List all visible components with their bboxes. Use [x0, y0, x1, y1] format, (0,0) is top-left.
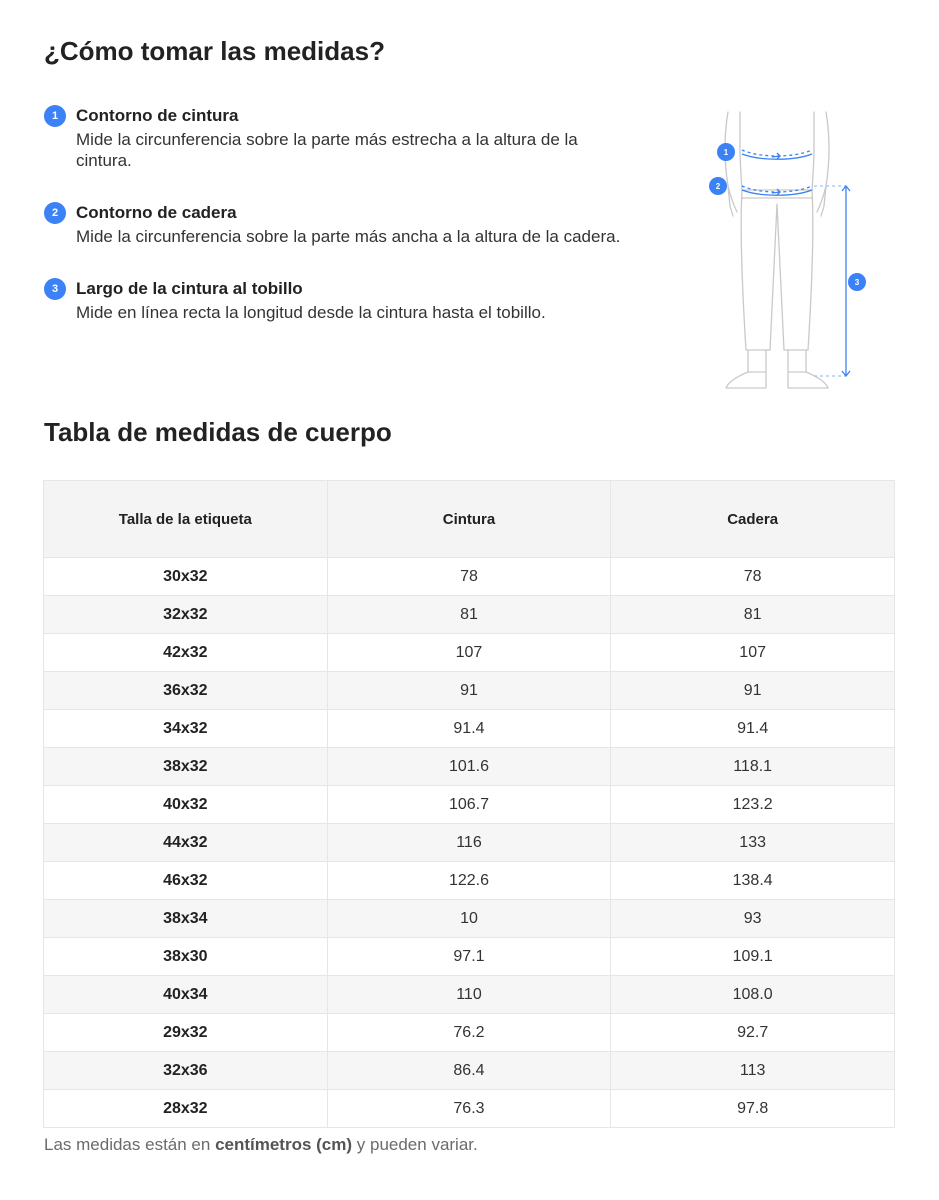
- body-measurement-figure-icon: [700, 106, 880, 396]
- waist-cell: 78: [327, 558, 611, 596]
- waist-cell: 91: [327, 672, 611, 710]
- measurement-steps: [44, 104, 634, 353]
- table-row: [44, 1014, 895, 1052]
- size-cell: 40x32: [44, 786, 328, 824]
- step-number-badge: 2: [44, 202, 66, 224]
- table-row: [44, 596, 895, 634]
- table-row: [44, 1052, 895, 1090]
- size-cell: 44x32: [44, 824, 328, 862]
- waist-cell: 101.6: [327, 748, 611, 786]
- hip-cell: 113: [611, 1052, 895, 1090]
- column-header-waist: Cintura: [327, 481, 611, 558]
- step-title: Largo de la cintura al tobillo: [76, 279, 303, 298]
- hip-cell: 92.7: [611, 1014, 895, 1052]
- waist-cell: 110: [327, 976, 611, 1014]
- table-row: [44, 634, 895, 672]
- hip-cell: 133: [611, 824, 895, 862]
- step-number-badge: 3: [44, 278, 66, 300]
- column-header-size: Talla de la etiqueta: [44, 481, 328, 558]
- table-row: [44, 672, 895, 710]
- units-note-prefix: Las medidas están en: [44, 1135, 216, 1154]
- size-cell: 38x34: [44, 900, 328, 938]
- table-row: [44, 862, 895, 900]
- size-cell: 38x32: [44, 748, 328, 786]
- units-note-suffix: y pueden variar.: [352, 1135, 478, 1154]
- table-row: [44, 824, 895, 862]
- waist-cell: 97.1: [327, 938, 611, 976]
- table-title: Tabla de medidas de cuerpo: [44, 417, 392, 447]
- units-note-unit: centímetros (cm): [215, 1135, 353, 1154]
- hip-cell: 91.4: [611, 710, 895, 748]
- step-hip: [44, 201, 634, 247]
- size-cell: 32x36: [44, 1052, 328, 1090]
- step-title: Contorno de cadera: [76, 203, 237, 222]
- size-cell: 40x34: [44, 976, 328, 1014]
- step-number-badge: 1: [44, 105, 66, 127]
- hip-cell: 123.2: [611, 786, 895, 824]
- hip-cell: 109.1: [611, 938, 895, 976]
- waist-cell: 76.2: [327, 1014, 611, 1052]
- waist-cell: 76.3: [327, 1090, 611, 1128]
- waist-cell: 106.7: [327, 786, 611, 824]
- waist-cell: 122.6: [327, 862, 611, 900]
- marker-1-label: 1: [723, 148, 729, 157]
- hip-cell: 108.0: [611, 976, 895, 1014]
- table-row: [44, 710, 895, 748]
- units-note: [44, 1135, 478, 1155]
- table-header-row: [44, 481, 895, 558]
- step-description: Mide en línea recta la longitud desde la cintura hasta el tobillo.: [76, 303, 546, 322]
- table-row: [44, 900, 895, 938]
- hip-cell: 81: [611, 596, 895, 634]
- size-cell: 34x32: [44, 710, 328, 748]
- table-row: [44, 938, 895, 976]
- step-title: Contorno de cintura: [76, 106, 239, 125]
- size-cell: 29x32: [44, 1014, 328, 1052]
- table-row: [44, 558, 895, 596]
- table-row: [44, 748, 895, 786]
- table-row: [44, 976, 895, 1014]
- step-waist-to-ankle: [44, 277, 634, 323]
- step-waist: [44, 104, 634, 171]
- size-cell: 28x32: [44, 1090, 328, 1128]
- page-title: ¿Cómo tomar las medidas?: [44, 36, 385, 66]
- hip-cell: 93: [611, 900, 895, 938]
- hip-cell: 107: [611, 634, 895, 672]
- waist-cell: 81: [327, 596, 611, 634]
- size-cell: 46x32: [44, 862, 328, 900]
- waist-cell: 86.4: [327, 1052, 611, 1090]
- step-description: Mide la circunferencia sobre la parte más estrecha a la altura de la cintura.: [76, 130, 578, 170]
- hip-cell: 78: [611, 558, 895, 596]
- size-cell: 38x30: [44, 938, 328, 976]
- size-cell: 30x32: [44, 558, 328, 596]
- table-row: [44, 1090, 895, 1128]
- size-table: [43, 480, 895, 1128]
- waist-cell: 91.4: [327, 710, 611, 748]
- hip-cell: 97.8: [611, 1090, 895, 1128]
- marker-3-label: 3: [854, 278, 860, 287]
- waist-cell: 10: [327, 900, 611, 938]
- hip-cell: 91: [611, 672, 895, 710]
- hip-cell: 138.4: [611, 862, 895, 900]
- step-description: Mide la circunferencia sobre la parte más ancha a la altura de la cadera.: [76, 227, 621, 246]
- size-cell: 42x32: [44, 634, 328, 672]
- hip-cell: 118.1: [611, 748, 895, 786]
- waist-cell: 107: [327, 634, 611, 672]
- size-cell: 36x32: [44, 672, 328, 710]
- size-cell: 32x32: [44, 596, 328, 634]
- marker-2-label: 2: [715, 182, 721, 191]
- waist-cell: 116: [327, 824, 611, 862]
- table-row: [44, 786, 895, 824]
- column-header-hip: Cadera: [611, 481, 895, 558]
